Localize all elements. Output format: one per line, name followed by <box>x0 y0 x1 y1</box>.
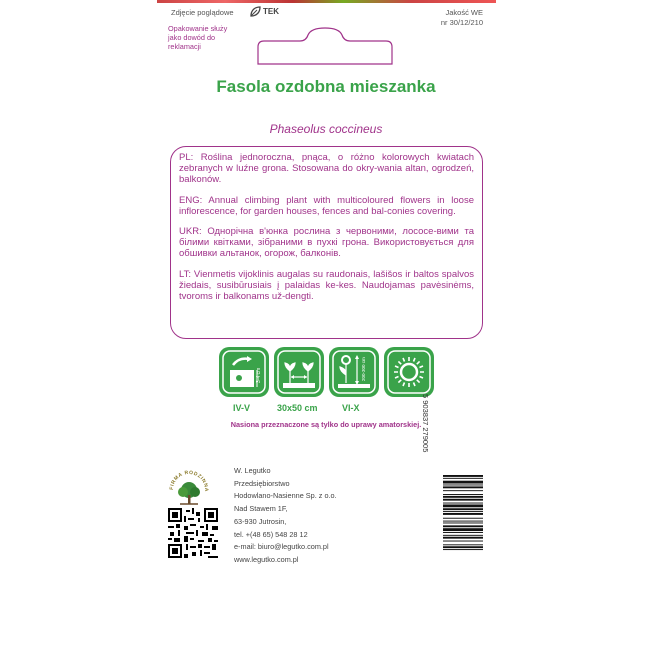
company-address <box>234 465 337 567</box>
company-phone: tel. +(48 65) 548 28 12 <box>234 529 308 539</box>
company-city: 63-930 Jutrosin, <box>234 516 287 526</box>
amateur-note: Nasiona przeznaczone są tylko do uprawy amatorskiej. <box>230 420 422 429</box>
plant-height-icon <box>329 347 379 397</box>
company-email: e-mail: biuro@legutko.com.pl <box>234 542 329 552</box>
company-line3: Hodowlano-Nasienne Sp. z o.o. <box>234 491 337 501</box>
lot-number: nr 30/12/210 <box>440 17 483 27</box>
sow-depth-text: 3-4 cm <box>256 367 262 383</box>
leaf-icon <box>249 6 261 18</box>
barcode <box>421 394 483 557</box>
quality-label: Jakość WE <box>445 8 483 17</box>
label-tab-outline <box>250 27 400 65</box>
description-ukr: UKR: Однорічна в'юнка рослина з червоними, лососе-вими та білими квітками, зібраними в пухкі грона. Використовується для обшивки альтанок, огорож, балконів. <box>179 226 474 260</box>
plant-height-text: 200-300 cm <box>361 357 366 381</box>
description-eng: ENG: Annual climbing plant with multicoloured flowers in loose inflorescence, for garden houses, fences and bal-conies covering. <box>179 194 474 217</box>
description-box <box>170 146 483 339</box>
logo-text: FIRMA RODZINNA <box>168 469 210 493</box>
qr-code <box>168 508 218 558</box>
company-name: W. Legutko <box>234 466 271 475</box>
quality-block <box>441 8 483 27</box>
sowing-time-label: IV-V <box>233 403 251 413</box>
packaging-note: Opakowanie służy jako dowód do reklamacji <box>168 24 228 52</box>
spacing-icon <box>274 347 324 397</box>
sowing-depth-icon <box>219 347 269 397</box>
flowering-time-label: VI-X <box>342 403 360 413</box>
preview-label: Zdjęcie poglądowe <box>171 8 234 17</box>
company-logo <box>168 466 210 508</box>
product-title: Fasola ozdobna mieszanka <box>216 77 436 96</box>
description-pl: PL: Roślina jednoroczna, pnąca, o różno kolorowych kwiatach zebranych w luźne grona. Stosowana do okry-wania altan, ogrodzeń, balkonów. <box>179 152 474 186</box>
top-photo-strip <box>157 0 496 3</box>
sun-icon <box>384 347 434 397</box>
cultivation-icons <box>219 347 431 397</box>
tek-badge <box>249 6 279 18</box>
latin-name: Phaseolus coccineus <box>269 122 383 136</box>
barcode-number: 5 903837 279005 <box>421 394 430 453</box>
spacing-label: 30x50 cm <box>277 403 318 413</box>
company-street: Nad Stawem 1F, <box>234 504 288 514</box>
tek-label: TEK <box>263 7 279 17</box>
company-website: www.legutko.com.pl <box>234 554 299 564</box>
description-lt: LT: Vienmetis vijoklinis augalas su raudonais, lašišos ir baltos spalvos žiedais, susibūrusiais į palaidas ke-kes. Naudojamas pavėsinėms, tvoroms ir balkonams už-dengti. <box>179 268 474 303</box>
company-line2: Przedsiębiorstwo <box>234 478 290 488</box>
